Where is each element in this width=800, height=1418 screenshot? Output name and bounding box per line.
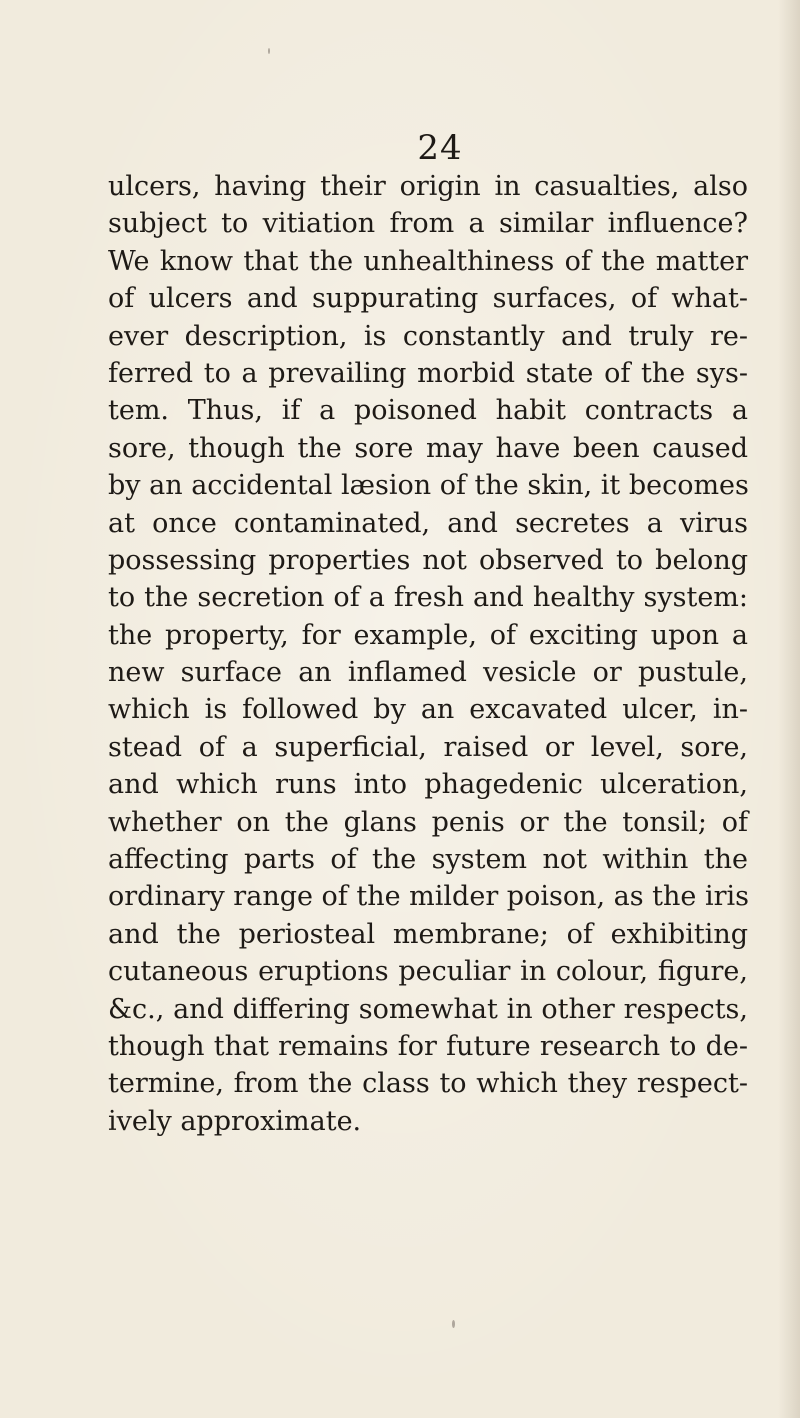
text-line: ordinary range of the milder poison, as the iris — [108, 881, 750, 913]
text-line: subject to vitiation from a similar influence? — [108, 208, 748, 240]
text-line: cutaneous eruptions peculiar in colour, figure, — [108, 956, 748, 988]
text-line: ulcers, having their origin in casualties, also — [108, 171, 748, 202]
paper-speck — [452, 1320, 455, 1328]
page-number: 24 — [417, 128, 463, 168]
text-line: ever description, is constantly and truly re- — [108, 320, 748, 352]
text-line: tem. Thus, if a poisoned habit contracts a — [108, 395, 748, 427]
text-line: which is followed by an excavated ulcer, in- — [108, 694, 748, 726]
text-line: by an accidental læsion of the skin, it becomes — [108, 470, 749, 502]
text-line: We know that the unhealthiness of the matter — [108, 245, 748, 277]
paper-speck — [268, 48, 270, 54]
text-line: affecting parts of the system not within the — [108, 844, 748, 876]
text-line: stead of a superficial, raised or level, sore, — [108, 731, 748, 763]
text-line: sore, though the sore may have been caused — [108, 432, 748, 464]
text-line: of ulcers and suppurating surfaces, of what- — [108, 283, 748, 315]
text-line: new surface an inflamed vesicle or pustule, — [108, 657, 748, 689]
text-line: at once contaminated, and secretes a virus — [108, 507, 748, 539]
text-line: &c., and differing somewhat in other respects, — [108, 993, 748, 1025]
text-line: to the secretion of a fresh and healthy system: — [108, 582, 748, 614]
text-line: the property, for example, of exciting upon a — [108, 619, 748, 651]
text-line: whether on the glans penis or the tonsil; of — [108, 806, 748, 838]
text-line: termine, from the class to which they respect- — [108, 1068, 748, 1100]
page-edge-shadow — [778, 0, 800, 1418]
body-paragraph — [108, 168, 748, 1140]
text-line: ferred to a prevailing morbid state of the sys- — [108, 357, 748, 389]
text-line: and the periosteal membrane; of exhibiting — [108, 918, 748, 950]
text-line: ively approximate. — [108, 1105, 362, 1137]
text-line: possessing properties not observed to belong — [108, 544, 748, 576]
text-line: and which runs into phagedenic ulceration, — [108, 769, 748, 801]
text-line: though that remains for future research to de- — [108, 1030, 748, 1062]
